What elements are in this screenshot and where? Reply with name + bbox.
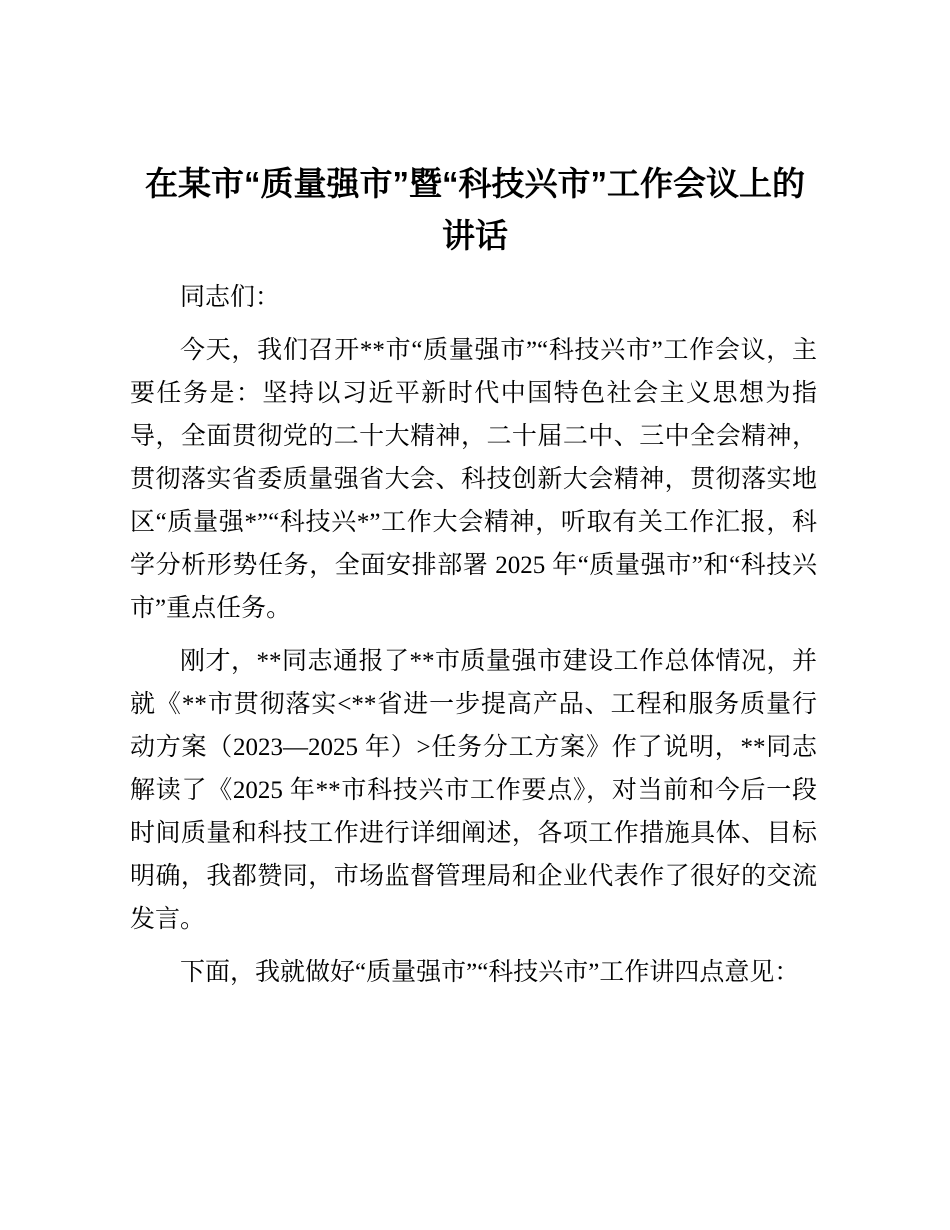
paragraph-four-points-intro: 下面，我就做好“质量强市”“科技兴市”工作讲四点意见： bbox=[180, 959, 800, 986]
paragraph-report-summary: 刚才，**同志通报了**市质量强市建设工作总体情况，并就《**市贯彻落实<**省进一步提高产品、工程和服务质量行动方案（2023—2025 年）>任务分工方案》作了说明，**同志解读了《2025 年**市科技兴市工作要点》，对当前和今后一段时间质量和科技工作进行详细阐述，各项工作措施具体、目标明确，我都赞同，市场监督管理局和企业代表作了很好的交流发言。 bbox=[130, 648, 817, 933]
document-body bbox=[0, 262, 950, 994]
paragraph-meeting-purpose: 今天，我们召开**市“质量强市”“科技兴市”工作会议，主要任务是：坚持以习近平新时代中国特色社会主义思想为指导，全面贯彻党的二十大精神，二十届二中、三中全会精神，贯彻落实省委质量强省大会、科技创新大会精神，贯彻落实地区“质量强*”“科技兴*”工作大会精神，听取有关工作汇报，科学分析形势任务，全面安排部署 2025 年“质量强市”和“科技兴市”重点任务。 bbox=[130, 337, 817, 622]
paragraph-salutation: 同志们： bbox=[180, 284, 281, 311]
document-title: 在某市“质量强市”暨“科技兴市”工作会议上的讲话 bbox=[145, 165, 805, 254]
